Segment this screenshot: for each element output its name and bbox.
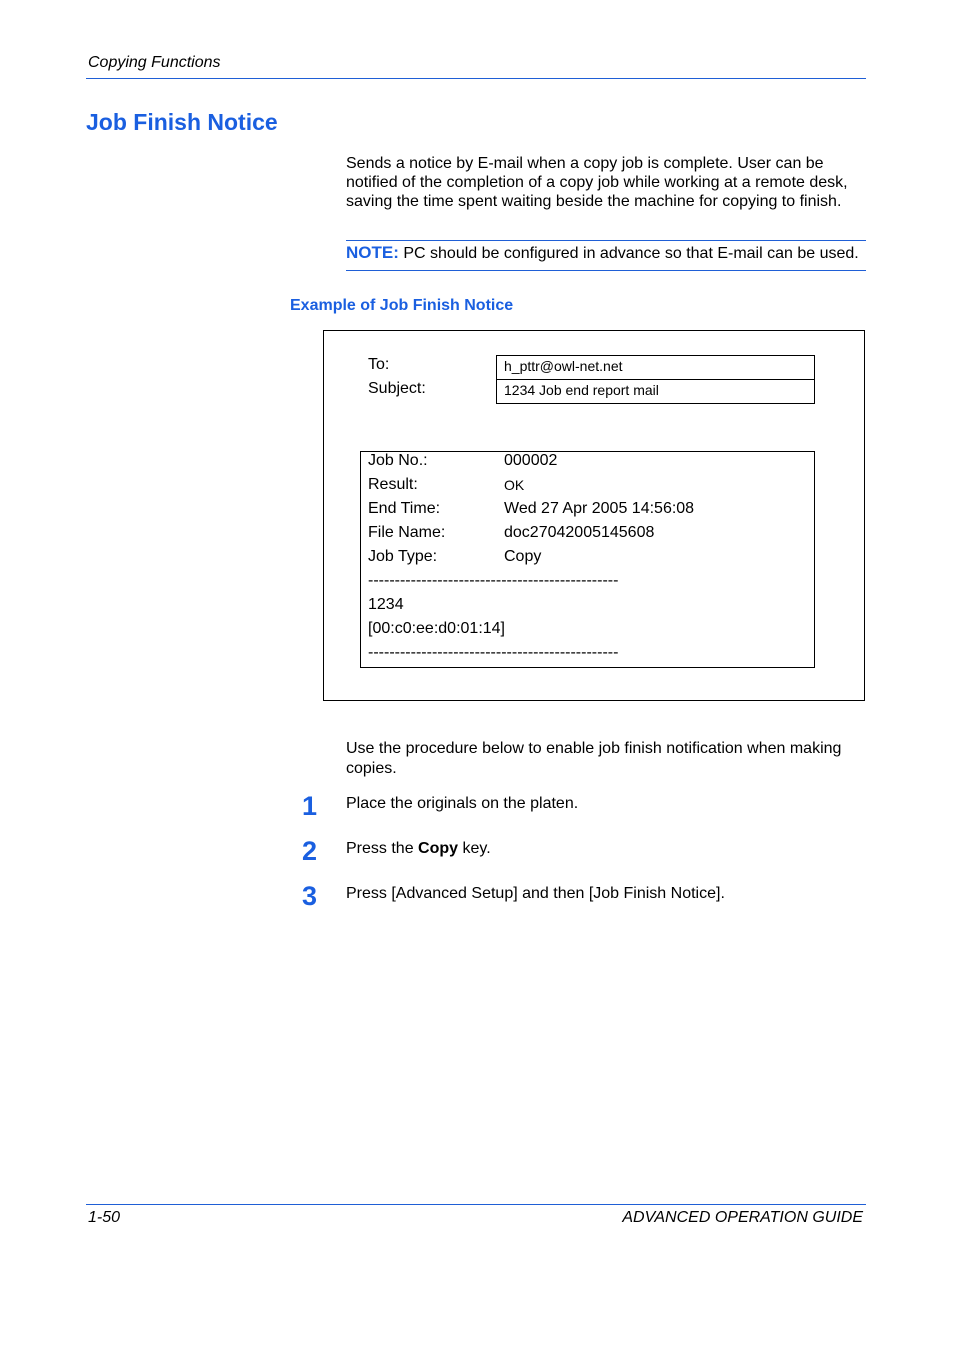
header-rule bbox=[86, 78, 866, 79]
step-text bbox=[346, 839, 491, 859]
step-number: 2 bbox=[302, 836, 318, 866]
to-value: h_pttr@owl-net.net bbox=[504, 358, 623, 374]
note-label: NOTE: bbox=[346, 243, 399, 262]
job-no-label: Job No.: bbox=[368, 452, 428, 469]
copy-key-name: Copy bbox=[418, 840, 459, 857]
subject-label: Subject: bbox=[368, 380, 426, 397]
email-header-fields bbox=[496, 355, 815, 404]
note bbox=[346, 243, 866, 264]
step-text-after: key. bbox=[458, 840, 491, 857]
end-time-label: End Time: bbox=[368, 500, 441, 517]
intro-paragraph: Sends a notice by E-mail when a copy job is complete. User can be notified of the completion of a copy job while working at a remote desk, saving the time spent waiting beside the machine for copying to finish. bbox=[346, 155, 848, 210]
step-text-before: Press the bbox=[346, 840, 419, 857]
step-number: 3 bbox=[302, 881, 318, 911]
job-no-value: 000002 bbox=[504, 452, 558, 469]
note-text: PC should be configured in advance so that E-mail can be used. bbox=[403, 245, 859, 262]
sender-mac-address: [00:c0:ee:d0:01:14] bbox=[368, 620, 505, 637]
result-label: Result: bbox=[368, 476, 418, 493]
page-number: 1-50 bbox=[88, 1209, 121, 1226]
to-label: To: bbox=[368, 356, 390, 373]
separator-line: ----------------------------------------------- bbox=[368, 572, 619, 589]
job-type-value: Copy bbox=[504, 548, 542, 565]
example-title: Example of Job Finish Notice bbox=[290, 297, 514, 314]
guide-title: ADVANCED OPERATION GUIDE bbox=[622, 1209, 863, 1226]
job-type-label: Job Type: bbox=[368, 548, 438, 565]
procedure-intro: Use the procedure below to enable job finish notification when making copies. bbox=[346, 740, 842, 777]
step-text: Press [Advanced Setup] and then [Job Finish Notice]. bbox=[346, 885, 725, 902]
file-name-value: doc27042005145608 bbox=[504, 524, 655, 541]
step-text: Place the originals on the platen. bbox=[346, 795, 579, 812]
footer-rule bbox=[86, 1204, 866, 1205]
subject-value: 1234 Job end report mail bbox=[497, 379, 814, 402]
sender-name: 1234 bbox=[368, 596, 404, 613]
end-time-value: Wed 27 Apr 2005 14:56:08 bbox=[504, 500, 695, 517]
step-number: 1 bbox=[302, 791, 318, 821]
running-header-title: Copying Functions bbox=[88, 54, 221, 71]
section-title: Job Finish Notice bbox=[86, 109, 278, 135]
separator-line: ----------------------------------------------- bbox=[368, 644, 619, 661]
note-bottom-rule bbox=[346, 270, 866, 271]
result-value: OK bbox=[504, 477, 525, 493]
note-top-rule bbox=[346, 240, 866, 241]
file-name-label: File Name: bbox=[368, 524, 446, 541]
